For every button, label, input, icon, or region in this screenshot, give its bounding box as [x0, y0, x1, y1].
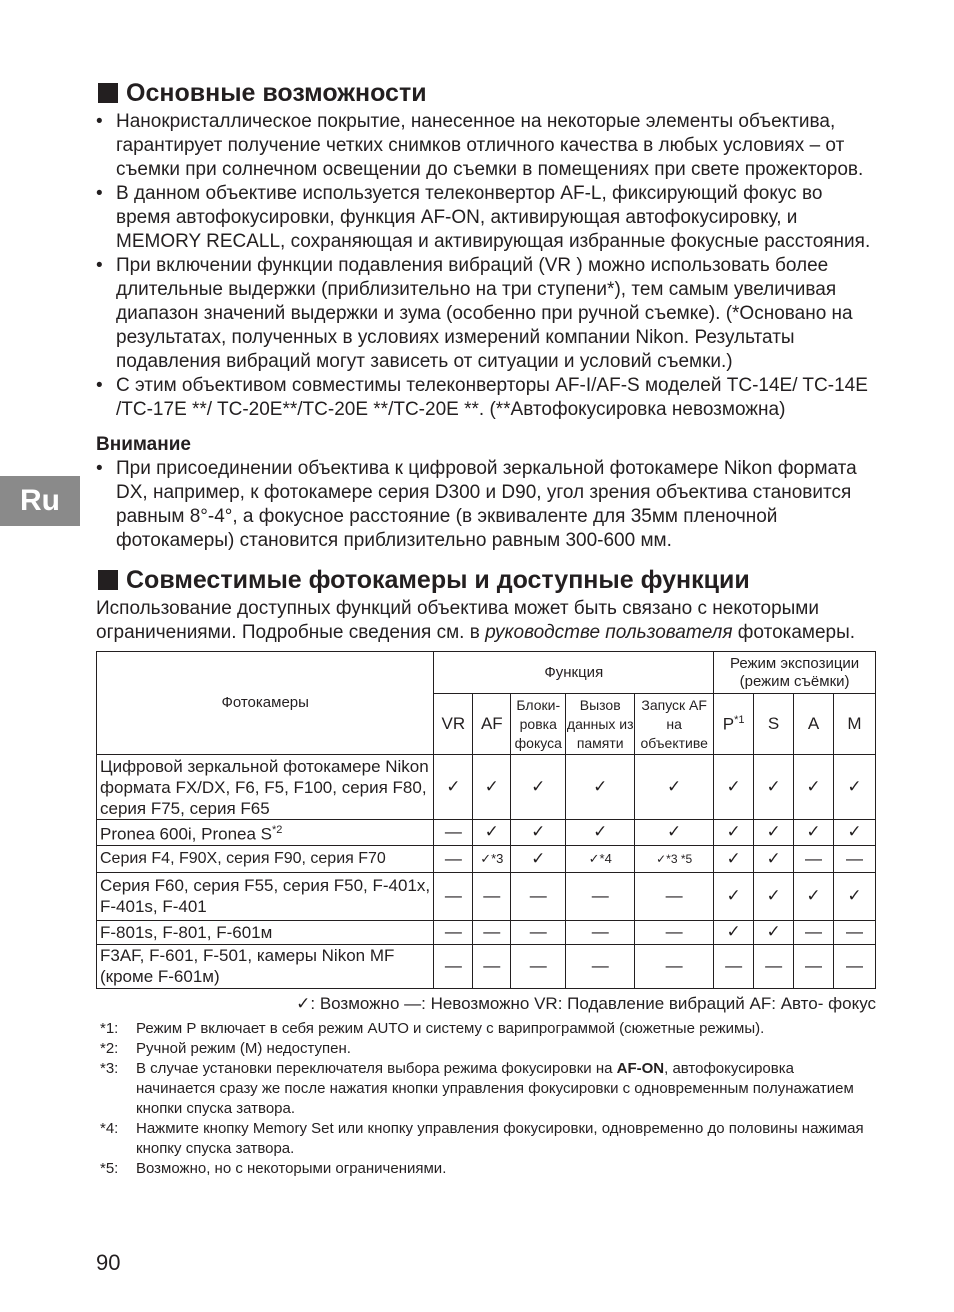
table-cell: ✓	[473, 755, 511, 820]
warning-heading: Внимание	[96, 434, 191, 455]
section-compatible-title: Совместимые фотокамеры и доступные функции	[96, 565, 876, 595]
table-cell: —	[566, 944, 635, 988]
header-vr: VR	[434, 694, 473, 755]
table-cell: ✓*3	[473, 845, 511, 872]
table-cell: —	[511, 944, 566, 988]
section-compatible	[96, 565, 876, 1179]
table-cell: ✓	[511, 845, 566, 872]
header-focus-lock: Блоки-ровка фокуса	[511, 694, 566, 755]
table-cell: —	[473, 920, 511, 944]
table-cell: ✓	[794, 755, 834, 820]
square-bullet-icon	[98, 83, 118, 103]
footnotes	[96, 1019, 876, 1179]
list-item: • С этим объективом совместимы телеконверторы AF-I/AF-S моделей TC-14E/ TC-14E /TC-17E **/ TC-20E**/TC-20E **/TC-20E **. (**Автофокусировка невозможна)	[96, 374, 876, 422]
camera-cell: F3AF, F-601, F-501, камеры Nikon MF (кроме F-601м)	[97, 944, 434, 988]
table-cell: —	[473, 872, 511, 920]
table-cell: ✓	[434, 755, 473, 820]
table-cell: —	[566, 920, 635, 944]
table-legend: ✓: Возможно —: Невозможно VR: Подавление вибраций AF: Авто- фокус	[296, 993, 876, 1013]
table-row	[97, 755, 876, 820]
camera-cell: Pronea 600i, Pronea $S^{*2}$	[97, 820, 434, 846]
table-cell: —	[434, 820, 473, 846]
table-cell: ✓	[714, 755, 754, 820]
table-cell: ✓	[635, 820, 714, 846]
table-cell: —	[833, 845, 875, 872]
table-row	[97, 920, 876, 944]
list-item: • При включении функции подавления вибраций (VR ) можно использовать более длительные выдержки (приблизительно на три ступени*), тем самым увеличивая диапазон значений выдержки и зума (особенно при ручной съемке). (*Основано на результатах, полученных в условиях измерений компании Nikon. Результаты подавления вибраций могут зависеть от ситуации и условий съемки.)	[96, 254, 876, 374]
footnote: *5: Возможно, но с некоторыми ограничениями.	[100, 1159, 447, 1177]
table-cell: —	[434, 845, 473, 872]
table-cell: ✓	[833, 820, 875, 846]
table-cell: —	[833, 944, 875, 988]
table-cell: ✓	[794, 820, 834, 846]
warning-list	[96, 457, 876, 553]
compatibility-table	[96, 651, 876, 989]
table-cell: ✓	[566, 755, 635, 820]
footnote: *3: В случае установки переключателя выбора режима фокусировки на AF-ON, автофокусировка начинается сразу же после нажатия кнопки управления фокусировки с одновременным полунажатием кнопки спуска затвора.	[100, 1059, 854, 1117]
table-cell: ✓*3 *5	[635, 845, 714, 872]
table-cell: —	[434, 944, 473, 988]
features-list	[96, 110, 876, 422]
table-cell: —	[511, 872, 566, 920]
table-cell: —	[566, 872, 635, 920]
table-cell: —	[635, 920, 714, 944]
camera-cell: Цифровой зеркальной фотокамере Nikon формата FX/DX, F6, F5, F100, серия F80, серия F75, серия F65	[97, 755, 434, 820]
footnote: *1: Режим P включает в себя режим AUTO и систему с варипрограммой (сюжетные режимы).	[100, 1019, 765, 1037]
table-row	[97, 820, 876, 846]
table-cell: —	[434, 920, 473, 944]
page-number: 90	[96, 1250, 121, 1275]
table-cell: —	[754, 944, 794, 988]
table-cell: —	[511, 920, 566, 944]
footnote: *4: Нажмите кнопку Memory Set или кнопку управления фокусировки, одновременно до половины нажимая кнопку спуска затвора.	[100, 1119, 864, 1157]
square-bullet-icon	[98, 570, 118, 590]
header-s: S	[754, 694, 794, 755]
table-cell: ✓	[754, 845, 794, 872]
language-tab: Ru	[0, 476, 80, 526]
table-cell: —	[833, 920, 875, 944]
table-cell: ✓*4	[566, 845, 635, 872]
table-row	[97, 845, 876, 872]
table-cell: ✓	[714, 920, 754, 944]
camera-cell: Серия F60, серия F55, серия F50, F-401x, F-401s, F-401	[97, 872, 434, 920]
table-row	[97, 872, 876, 920]
table-cell: ✓	[754, 920, 794, 944]
table-cell: ✓	[754, 755, 794, 820]
table-cell: —	[714, 944, 754, 988]
table-cell: ✓	[754, 820, 794, 846]
list-item: • В данном объективе используется телеконвертор AF-L, фиксирующий фокус во время автофокусировки, функция AF-ON, активирующая автофокусировку, и MEMORY RECALL, сохраняющая и активирующая избранные фокусные расстояния.	[96, 182, 876, 254]
header-af: AF	[473, 694, 511, 755]
header-function: Функция	[434, 652, 714, 694]
table-cell: ✓	[566, 820, 635, 846]
header-m: M	[833, 694, 875, 755]
page-content	[96, 78, 876, 1179]
table-cell: ✓	[511, 820, 566, 846]
table-cell: —	[635, 944, 714, 988]
table-cell: —	[473, 944, 511, 988]
table-cell: ✓	[714, 872, 754, 920]
list-item: • Нанокристаллическое покрытие, нанесенное на некоторые элементы объектива, гарантирует получение четких снимков отличного качества в любых условиях – от съемки при солнечном освещении до съемки в помещениях при свете прожекторов.	[96, 110, 876, 182]
table-cell: —	[794, 845, 834, 872]
table-cell: —	[794, 944, 834, 988]
header-exposure: Режим экспозиции (режим съёмки)	[714, 652, 876, 694]
header-a: A	[794, 694, 834, 755]
table-cell: ✓	[473, 820, 511, 846]
header-p: $P^{*1}$	[714, 694, 754, 755]
table-cell: ✓	[635, 755, 714, 820]
table-row	[97, 944, 876, 988]
section-features-title: Основные возможности	[96, 78, 876, 108]
table-cell: ✓	[714, 845, 754, 872]
table-cell: —	[635, 872, 714, 920]
section-intro: Использование доступных функций объектива может быть связано с некоторыми ограничениями. Подробные сведения см. в руководстве пользователя фотокамеры.	[96, 598, 856, 643]
table-cell: ✓	[794, 872, 834, 920]
table-cell: ✓	[714, 820, 754, 846]
footnote: *2: Ручной режим (M) недоступен.	[100, 1039, 351, 1057]
table-cell: ✓	[754, 872, 794, 920]
camera-cell: Серия F4, F90X, серия F90, серия F70	[97, 845, 434, 872]
table-cell: —	[794, 920, 834, 944]
table-cell: ✓	[511, 755, 566, 820]
list-item: • При присоединении объектива к цифровой зеркальной фотокамере Nikon формата DX, например, к фотокамере серия D300 и D90, угол зрения объектива становится равным 8°-4°, а фокусное расстояние (в эквиваленте для 35мм пленочной фотокамеры) становится приблизительно равным 300-600 мм.	[96, 457, 876, 553]
header-memory-recall: Вызов данных из памяти	[566, 694, 635, 755]
header-cameras: Фотокамеры	[97, 652, 434, 755]
table-cell: ✓	[833, 872, 875, 920]
table-cell: ✓	[833, 755, 875, 820]
camera-cell: F-801s, F-801, F-601м	[97, 920, 434, 944]
section-features	[96, 78, 876, 422]
header-af-on: Запуск AF на объективе	[635, 694, 714, 755]
table-cell: —	[434, 872, 473, 920]
